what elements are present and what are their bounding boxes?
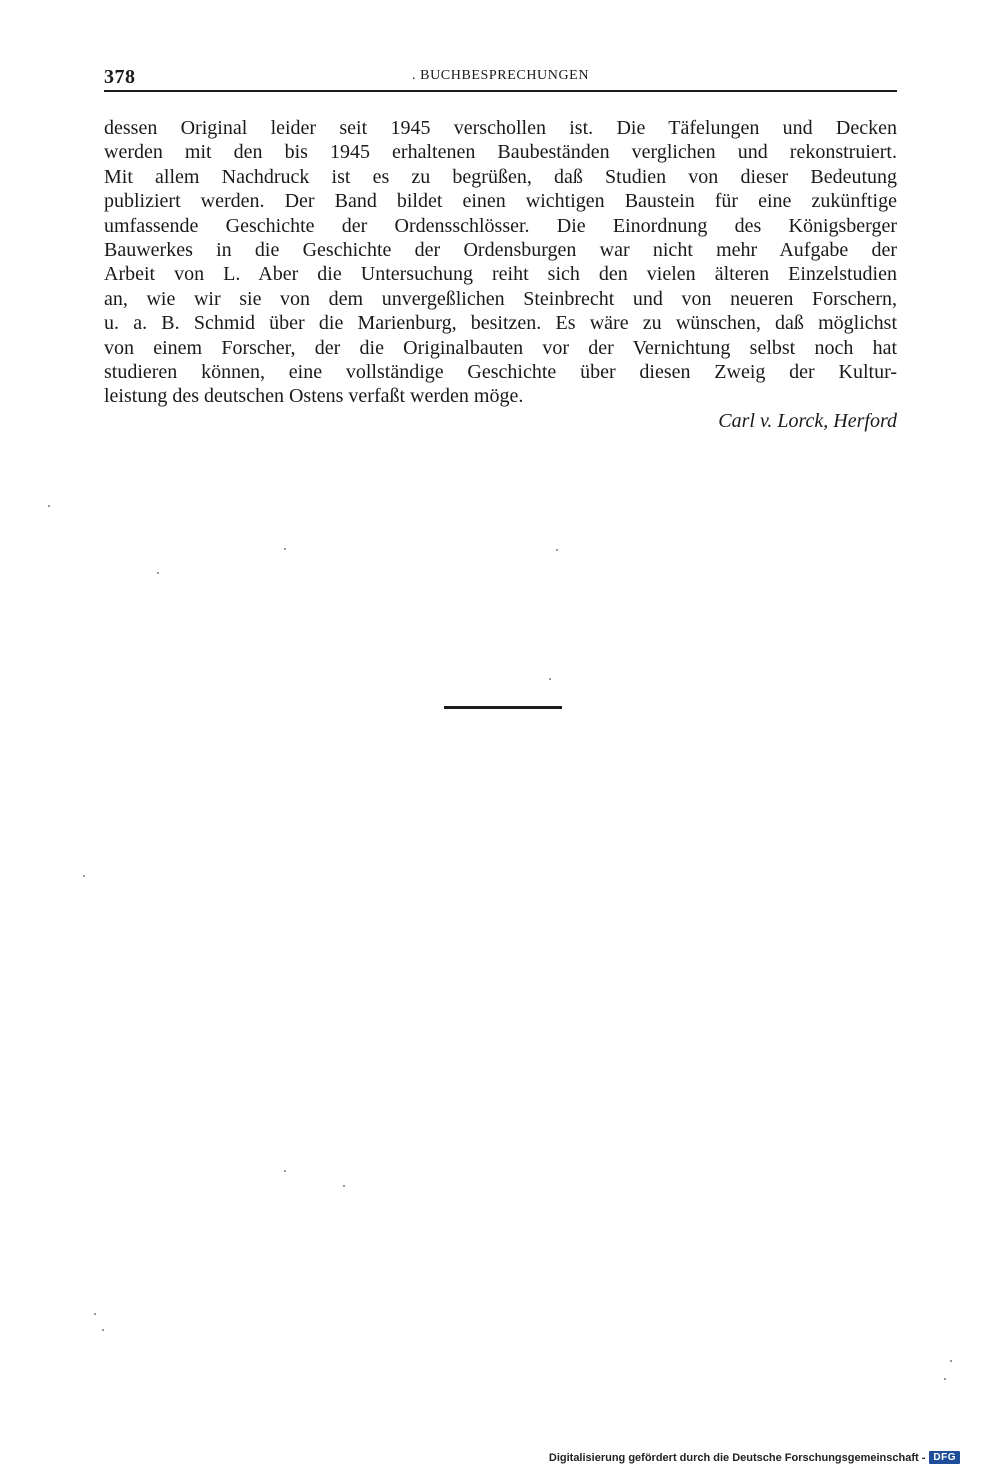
page-header	[104, 62, 897, 92]
text-line: dessen Original leider seit 1945 verschollen ist. Die Täfelungen und Decken	[104, 117, 897, 139]
text-line: publiziert werden. Der Band bildet einen wichtigen Baustein für eine zukünftige	[104, 190, 897, 213]
digitization-credit	[549, 1451, 960, 1464]
scan-speck	[284, 1170, 286, 1172]
text-line: von einem Forscher, der die Originalbauten vor der Vernichtung selbst noch hat	[104, 336, 897, 359]
text-line: werden mit den bis 1945 erhaltenen Baubeständen verglichen und rekonstruiert.	[104, 141, 897, 164]
scan-speck	[102, 1329, 104, 1331]
review-body-text	[104, 116, 897, 409]
credit-text: Digitalisierung gefördert durch die Deutsche Forschungsgemeinschaft -	[548, 1451, 926, 1464]
scan-speck	[944, 1378, 946, 1380]
text-line: Mit allem Nachdruck ist es zu begrüßen, daß Studien von dieser Bedeutung	[104, 165, 897, 188]
text-line: umfassende Geschichte der Ordensschlösser. Die Einordnung des Königsberger	[104, 214, 897, 237]
section-end-rule	[444, 706, 562, 709]
page-number: 378	[104, 66, 136, 88]
reviewer-signature: Carl v. Lorck, Herford	[718, 410, 897, 432]
scan-speck	[950, 1360, 952, 1362]
scan-speck	[556, 549, 558, 551]
scan-speck	[343, 1185, 345, 1187]
dfg-logo-icon: DFG	[929, 1451, 960, 1464]
running-head: . BUCHBESPRECHUNGEN	[411, 68, 590, 83]
scan-speck	[284, 548, 286, 550]
text-line: studieren können, eine vollständige Geschichte über diesen Zweig der Kultur-	[104, 360, 897, 383]
text-line: Bauwerkes in die Geschichte der Ordensburgen war nicht mehr Aufgabe der	[104, 238, 897, 261]
text-line: an, wie wir sie von dem unvergeßlichen Steinbrecht und von neueren Forschern,	[104, 287, 897, 310]
scan-speck	[48, 505, 50, 507]
text-line: u. a. B. Schmid über die Marienburg, besitzen. Es wäre zu wünschen, daß möglichst	[104, 312, 897, 335]
scan-speck	[549, 678, 551, 680]
scan-speck	[157, 572, 159, 574]
scan-speck	[94, 1313, 96, 1315]
scan-speck	[83, 875, 85, 877]
text-line: Arbeit von L. Aber die Untersuchung reiht sich den vielen älteren Einzelstudien	[104, 263, 897, 286]
text-line: leistung des deutschen Ostens verfaßt werden möge.	[104, 385, 524, 408]
